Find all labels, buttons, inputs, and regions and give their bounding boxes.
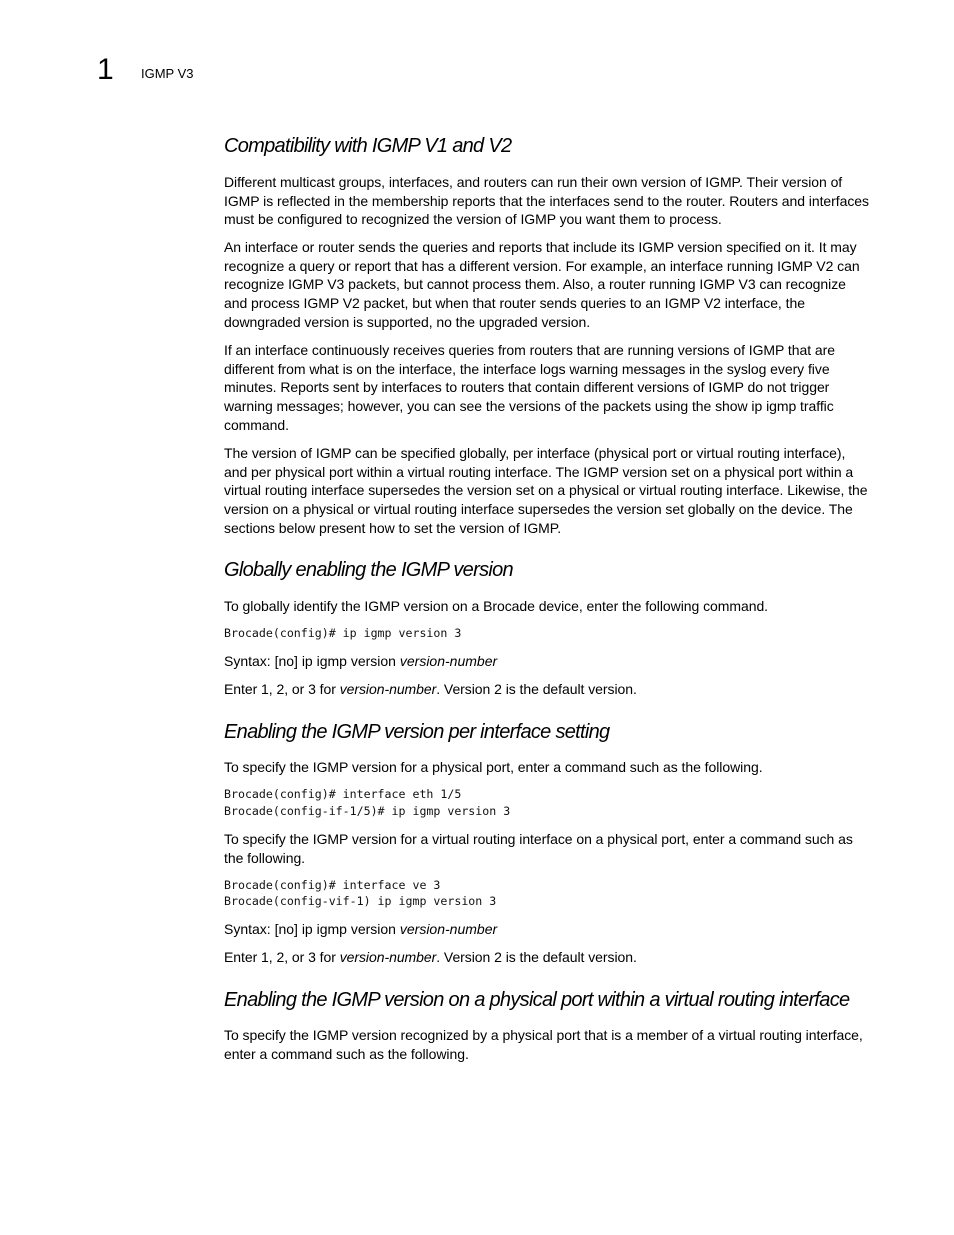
syntax-argument: version-number bbox=[399, 653, 498, 669]
paragraph-text: command. bbox=[224, 416, 289, 433]
paragraph: The version of IGMP can be specified globally, per interface (physical port or virtual routing interface), and per physical port within a virtual routing interface. The IGMP version set on a physical port within a virtual routing interface supersedes the version set on a physical or virtual routing interface. Likewise, the version on a physical or virtual routing interface supersedes the version set globally on the device. The sections below present how to set the version of IGMP. bbox=[224, 445, 868, 536]
paragraph-text: . Version 2 is the default version. bbox=[436, 949, 637, 965]
paragraph: An interface or router sends the queries and reports that include its IGMP version specified on it. It may recognize a query or report that has a different version. For example, an interface running IGMP V2 can recognize IGMP V3 packets, but cannot process them. Also, a router running IGMP V3 can recognize and process IGMP V2 packet, but when that router sends queries to an IGMP V2 interface, the downgraded version is supported, no the upgraded version. bbox=[224, 239, 860, 330]
chapter-number: 1 bbox=[97, 53, 114, 86]
paragraph-text: . Version 2 is the default version. bbox=[436, 681, 637, 697]
code-line: Brocade(config-vif-1) ip igmp version 3 bbox=[224, 894, 497, 908]
argument-name: version-number bbox=[339, 681, 437, 697]
paragraph-text: Enter 1, 2, or 3 for bbox=[224, 681, 340, 697]
paragraph-text: Enter 1, 2, or 3 for bbox=[224, 949, 340, 965]
paragraph: To specify the IGMP version for a virtual routing interface on a physical port, enter a command such as the following. bbox=[224, 831, 853, 866]
syntax-argument: version-number bbox=[399, 921, 498, 937]
syntax-label: Syntax: [no] ip igmp version bbox=[224, 921, 400, 937]
paragraph: To globally identify the IGMP version on a Brocade device, enter the following command. bbox=[224, 598, 769, 614]
code-line: Brocade(config)# ip igmp version 3 bbox=[224, 626, 462, 640]
syntax-line bbox=[224, 652, 497, 670]
section-heading-per-interface: Enabling the IGMP version per interface setting bbox=[224, 721, 610, 743]
code-line: Brocade(config-if-1/5)# ip igmp version 3 bbox=[224, 804, 511, 818]
paragraph: To specify the IGMP version recognized by a physical port that is a member of a virtual routing interface, enter a command such as the following. bbox=[224, 1027, 863, 1062]
command-name: show ip igmp traffic bbox=[715, 398, 834, 415]
syntax-label: Syntax: [no] ip igmp version bbox=[224, 653, 400, 669]
syntax-line bbox=[224, 920, 497, 938]
section-heading-physical-port-within-ve: Enabling the IGMP version on a physical port within a virtual routing interface bbox=[224, 989, 850, 1011]
paragraph bbox=[224, 680, 870, 699]
paragraph bbox=[224, 341, 870, 435]
section-heading-globally-enabling: Globally enabling the IGMP version bbox=[224, 559, 513, 581]
paragraph-text: If an interface continuously receives queries from routers that are running versions of IGMP that are different from what is on the interface, the interface logs warning messages in the syslog every five minutes. Reports sent by interfaces to routers that contain different versions of IGMP do not trigger warning messages; however, you can see the versions of the packets using the bbox=[224, 342, 835, 415]
code-line: Brocade(config)# interface eth 1/5 bbox=[224, 787, 462, 801]
paragraph: To specify the IGMP version for a physical port, enter a command such as the following. bbox=[224, 759, 763, 775]
chapter-title: IGMP V3 bbox=[141, 66, 194, 81]
paragraph bbox=[224, 948, 870, 967]
paragraph: Different multicast groups, interfaces, and routers can run their own version of IGMP. Their version of IGMP is reflected in the membership reports that the interfaces send to the router. Routers and interfaces must be configured to recognized the version of IGMP you want them to process. bbox=[224, 174, 869, 228]
argument-name: version-number bbox=[339, 949, 437, 965]
section-heading-compatibility: Compatibility with IGMP V1 and V2 bbox=[224, 135, 512, 157]
code-line: Brocade(config)# interface ve 3 bbox=[224, 878, 441, 892]
